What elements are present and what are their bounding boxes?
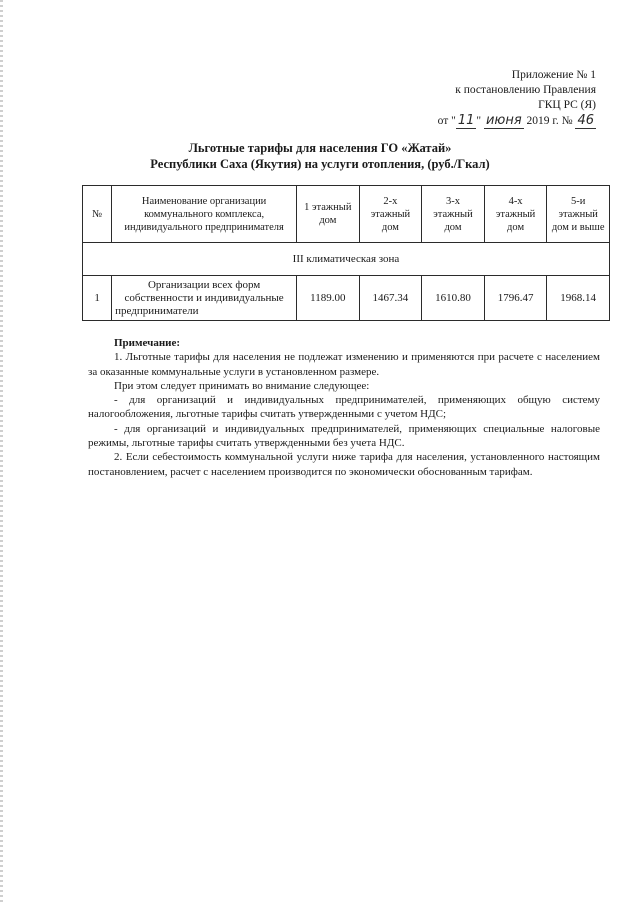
tariff-floor-4: 1796.47 bbox=[484, 276, 547, 321]
note-consider: При этом следует принимать во внимание следующее: bbox=[114, 379, 370, 392]
tariff-table bbox=[82, 185, 610, 321]
row-organization: Организации всех форм собственности и индивидуальные предприниматели bbox=[112, 276, 297, 321]
appendix-block bbox=[336, 68, 596, 129]
climate-zone-label: III климатическая зона bbox=[83, 243, 610, 276]
notes-heading: Примечание: bbox=[114, 337, 181, 349]
date-year: 2019 г. № bbox=[523, 115, 573, 127]
handwritten-number: 46 bbox=[577, 113, 594, 128]
scan-edge-artifact bbox=[0, 0, 3, 905]
row-number: 1 bbox=[83, 276, 112, 321]
document-title bbox=[0, 140, 640, 172]
table-row bbox=[83, 276, 610, 321]
appendix-org: ГКЦ РС (Я) bbox=[538, 99, 596, 111]
note-2: 2. Если себестоимость коммунальной услуги ниже тарифа для населения, установленного настоящим постановлением, расчет с населением производится по экономически обоснованным тарифам. bbox=[88, 451, 600, 478]
header-floor-3: 3-х этажный дом bbox=[422, 186, 485, 243]
title-line-1: Льготные тарифы для населения ГО «Жатай» bbox=[188, 141, 452, 155]
tariff-floor-2: 1467.34 bbox=[359, 276, 422, 321]
title-line-2: Республики Саха (Якутия) на услуги отопления, (руб./Гкал) bbox=[150, 157, 490, 171]
tariff-floor-5plus: 1968.14 bbox=[547, 276, 610, 321]
handwritten-day: 11 bbox=[457, 113, 475, 128]
table-header-row bbox=[83, 186, 610, 243]
date-prefix: от " bbox=[437, 115, 456, 127]
appendix-ref: к постановлению Правления bbox=[455, 84, 596, 96]
header-number: № bbox=[83, 186, 112, 243]
header-floor-2: 2-х этажный дом bbox=[359, 186, 422, 243]
note-vat-included: - для организаций и индивидуальных предпринимателей, применяющих общую систему налогообложения, льготные тарифы считать утвержденными с учетом НДС; bbox=[88, 394, 600, 421]
header-organization: Наименование организации коммунального комплекса, индивидуального предпринимателя bbox=[112, 186, 297, 243]
header-floor-4: 4-х этажный дом bbox=[484, 186, 547, 243]
notes-section bbox=[88, 336, 600, 479]
header-floor-1: 1 этажный дом bbox=[297, 186, 360, 243]
zone-row bbox=[83, 243, 610, 276]
appendix-date-line bbox=[336, 113, 596, 129]
date-mid: " bbox=[476, 115, 482, 127]
note-vat-excluded: - для организаций и индивидуальных предпринимателей, применяющих специальные налоговые режимы, льготные тарифы считать утвержденными без учета НДС. bbox=[88, 422, 600, 450]
appendix-number: Приложение № 1 bbox=[511, 69, 596, 81]
tariff-floor-1: 1189.00 bbox=[297, 276, 360, 321]
tariff-floor-3: 1610.80 bbox=[422, 276, 485, 321]
header-floor-5plus: 5-и этажный дом и выше bbox=[547, 186, 610, 243]
note-1: 1. Льготные тарифы для населения не подлежат изменению и применяются при расчете с населением за оказанные коммунальные услуги в установленном размере. bbox=[88, 351, 600, 378]
handwritten-month: июня bbox=[485, 113, 522, 128]
